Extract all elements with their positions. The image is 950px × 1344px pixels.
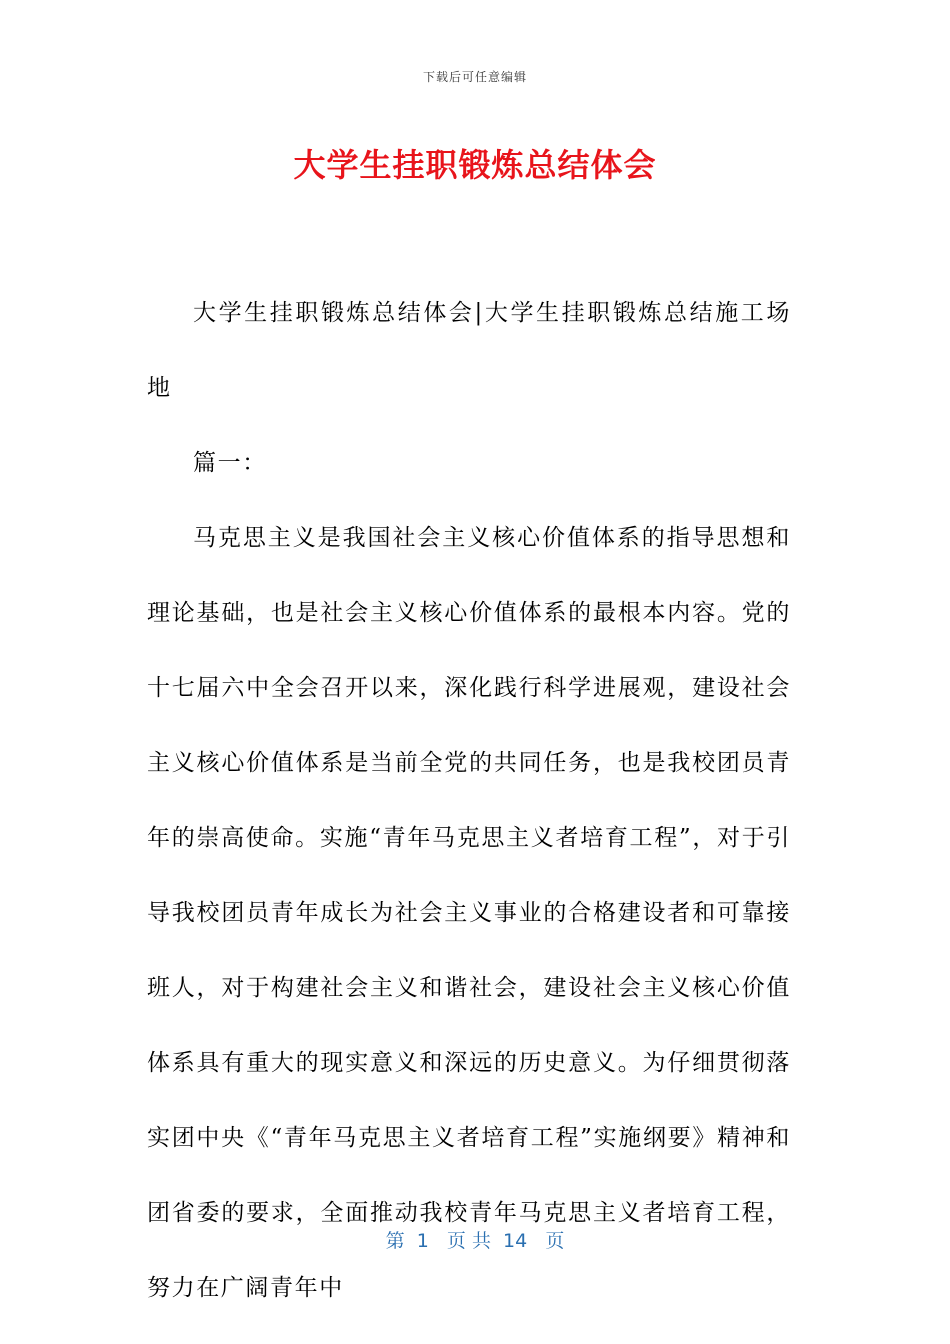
document-title: 大学生挂职锻炼总结体会	[293, 146, 657, 184]
subtitle-paragraph: 大学生挂职锻炼总结体会|大学生挂职锻炼总结施工场地	[147, 300, 791, 401]
header-note: 下载后可任意编辑	[422, 70, 527, 84]
body-paragraph: 马克思主义是我国社会主义核心价值体系的指导思想和理论基础，也是社会主义核心价值体系的最根本内容。党的十七届六中全会召开以来，深化践行科学进展观，建设社会主义核心价值体系是当前全党的共同任务，也是我校团员青年的崇高使命。实施“青年马克思主义者培育工程”，对于引导我校团员青年成长为社会主义事业的合格建设者和可靠接班人，对于构建社会主义和谐社会，建设社会主义核心价值体系具有重大的现实意义和深远的历史意义。为仔细贯彻落实团中央《“青年马克思主义者培育工程”实施纲要》精神和团省委的要求，全面推动我校青年马克思主义者培育工程，努力在广阔青年中	[147, 525, 791, 1301]
document-body	[147, 276, 791, 1326]
section-heading: 篇一：	[193, 450, 267, 476]
page-footer: 第 1 页 共 14 页	[385, 1230, 565, 1252]
